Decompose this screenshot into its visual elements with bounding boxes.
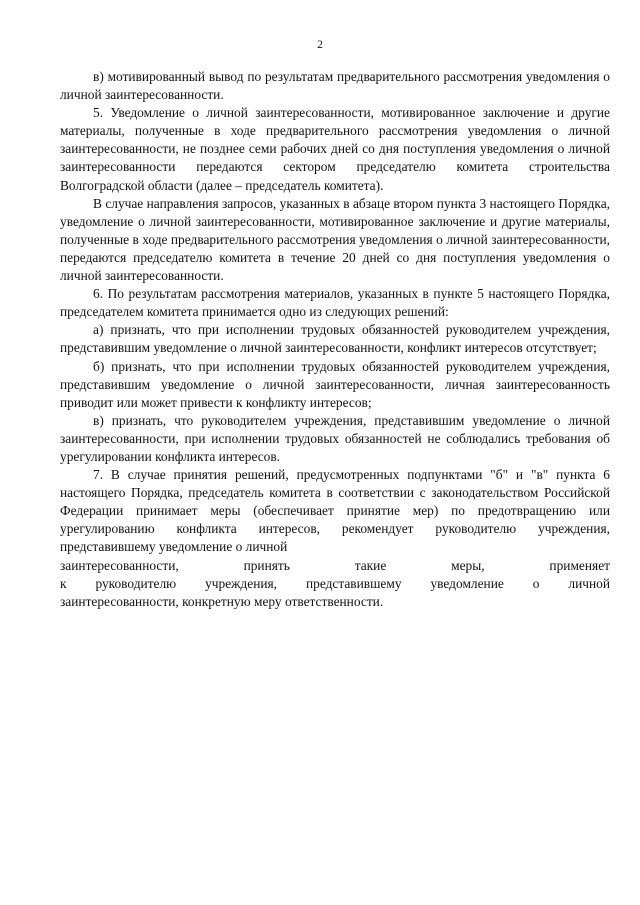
paragraph-item-6v: в) признать, что руководителем учреждения, представившим уведомление о личной заинтересованности, при исполнении трудовых обязанностей не соблюдались требования об урегулировании конфликта интересов. [60, 412, 610, 464]
paragraph-requests: В случае направления запросов, указанных в абзаце втором пункта 3 настоящего Порядка, уведомление о личной заинтересованности, мотивированное заключение и другие материалы, полученные в ходе предварительного рассмотрения уведомления о личной заинтересованности, передаются председателю комитета в течение 20 дней со дня поступления уведомления о личной заинтересованности. [60, 195, 610, 284]
paragraph-item-7-main: 7. В случае принятия решений, предусмотренных подпунктами "б" и "в" пункта 6 настоящего Порядка, председатель комитета в соответствии с законодательством Российской Федерации принимает меры (обеспечивает принятие мер) по предотвращению или урегулированию конфликта интересов, рекомендует руководителю учреждения, представившему уведомление о личной [60, 467, 610, 555]
paragraph-v-conclusion: в) мотивированный вывод по результатам предварительного рассмотрения уведомления о личной заинтересованности. [60, 69, 610, 103]
paragraph-item-6: 6. По результатам рассмотрения материалов, указанных в пункте 5 настоящего Порядка, председателем комитета принимается одно из следующих решений: [60, 286, 610, 320]
paragraph-item-7-line-3: к руководителю учреждения, представившему уведомление о личной [60, 575, 610, 591]
paragraph-item-5: 5. Уведомление о личной заинтересованности, мотивированное заключение и другие материалы, полученные в ходе предварительного рассмотрения уведомления о личной заинтересованности, не позднее семи рабочих дней со дня поступления уведомления о личной заинтересованности передаются сектором председателю комитета строительства Волгоградской области (далее – председатель комитета). [60, 105, 610, 193]
paragraph-item-6a: а) признать, что при исполнении трудовых обязанностей руководителем учреждения, представившим уведомление о личной заинтересованности, конфликт интересов отсутствует; [60, 322, 610, 356]
paragraph-item-7-line-4: заинтересованности, конкретную меру ответственности. [60, 593, 384, 609]
paragraph-item-7 [60, 466, 610, 611]
page-number: 2 [317, 39, 323, 51]
document-body [60, 68, 610, 611]
paragraph-item-7-line-2: заинтересованности, принять такие меры, применяет [60, 557, 610, 573]
paragraph-item-6b: б) признать, что при исполнении трудовых обязанностей руководителем учреждения, представившим уведомление о личной заинтересованности, личная заинтересованность приводит или может привести к конфликту интересов; [60, 358, 610, 410]
